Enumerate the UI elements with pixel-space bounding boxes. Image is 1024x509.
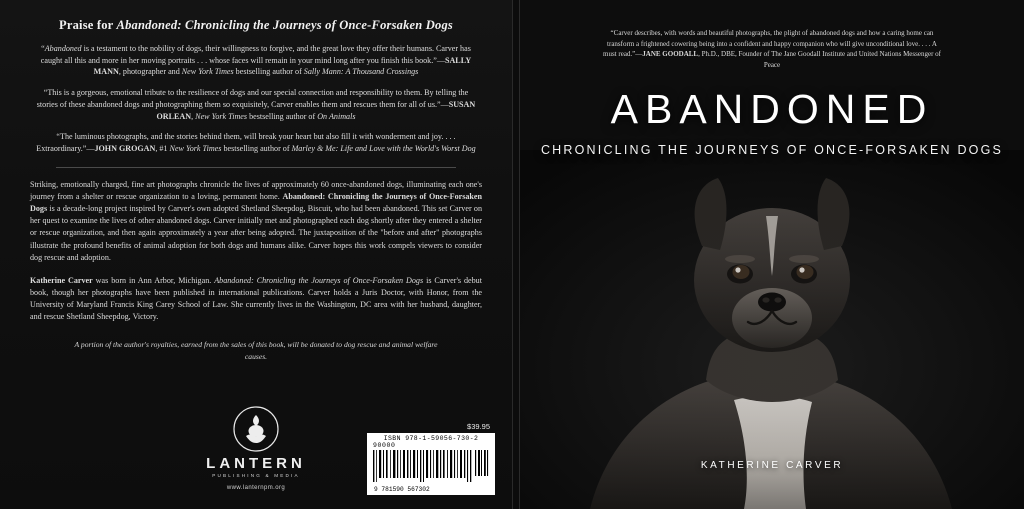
book-spine (512, 0, 520, 509)
blurb-john-grogan: “The luminous photographs, and the stories behind them, will break your heart but also fill it with wonderment and joy. . . . Extraordinary.”—JOHN GROGAN, #1 New York Times bestselling author of Marley & Me: Life and Love with the World's Worst Dog (36, 132, 476, 154)
book-subtitle: CHRONICLING THE JOURNEYS OF ONCE-FORSAKEN DOGS (540, 143, 1004, 157)
publisher-url[interactable]: www.lanternpm.org (226, 485, 286, 491)
royalty-note: A portion of the author's royalties, earned from the sales of this book, will be donated to dog rescue and animal welfare causes. (74, 340, 438, 361)
barcode-ean: 9 781590 567302 (374, 486, 430, 494)
barcode-bars-icon (371, 450, 491, 482)
front-cover (520, 0, 1024, 509)
publisher-tagline: PUBLISHING & MEDIA (212, 473, 300, 478)
barcode-digits (371, 487, 491, 494)
front-endorsement: “Carver describes, with words and beautiful photographs, the plight of abandoned dogs and how a caring home can transform a frightened cowering being into a confident and happy companion who will give unconditional love. . . . A must read.”—JANE GOODALL, Ph.D., DBE, Founder of The Jane Goodall Institute and United Nations Messenger of Peace (603, 29, 941, 69)
blurb-sally-mann: “Abandoned is a testament to the nobility of dogs, their willingness to forgive, and the great love they offer their humans. Carver has caught all this and more in her moving portraits . . . whose faces will remain in your mind long after you finish this book.”—SALLY MANN, photographer and New York Times bestselling author of Sally Mann: A Thousand Crossings (40, 44, 472, 77)
barcode-isbn-text: ISBN 978-1-59056-730-2 (383, 435, 479, 442)
divider (56, 167, 455, 168)
lantern-logo-icon (233, 406, 279, 452)
book-title: ABANDONED (610, 86, 934, 132)
praise-heading: Praise for Abandoned: Chronicling the Journeys of Once-Forsaken Dogs (59, 18, 453, 32)
author-bio: Katherine Carver was born in Ann Arbor, Michigan. Abandoned: Chronicling the Journeys of Once-Forsaken Dogs is Carver's debut book, though her photographs have been published in international publications. Carver holds a Juris Doctor, with Honor, from the University of Maryland Francis King Carey School of Law. She currently lives in the Washington, DC area with her husband, daughter, and rescue Shetland Sheepdog, Victory. (30, 275, 482, 322)
blurb-susan-orlean: “This is a gorgeous, emotional tribute to the resilience of dogs and our special connection and responsibility to them. By telling the stories of these abandoned dogs and photographing them so exquisitely, Carver enables them and rescues them for all of us.”—SUSAN ORLEAN, New York Times bestselling author of On Animals (36, 88, 476, 121)
price-label: $39.95 (467, 422, 490, 431)
book-description: Striking, emotionally charged, fine art photographs chronicle the lives of approximately 60 once-abandoned dogs, illuminating each one's journey from a shelter or rescue organization to a loving, permanent home. Abandoned: Chronicling the Journeys of Once-Forsaken Dogs is a decade-long project inspired by Carver's own adopted Shetland Sheepdog, Biscuit, who had been abandoned. This set Carver on her quest to examine the lives of other abandoned dogs. Carver initially met and photographed each dog shortly after they entered a shelter or rescue organization, and then again approximately a year after being adopted. The juxtaposition of the "before and after" photographs illustrate the profound benefits of animal adoption for both dogs and humans alike. Carver hopes this work compels viewers to consider dog rescue and adoption. (30, 179, 482, 262)
book-author: KATHERINE CARVER (700, 460, 844, 471)
barcode-addon: 90000 (373, 442, 396, 450)
barcode (367, 433, 495, 495)
dog-portrait-photograph (520, 150, 1024, 509)
publisher-name: LANTERN (206, 455, 306, 472)
